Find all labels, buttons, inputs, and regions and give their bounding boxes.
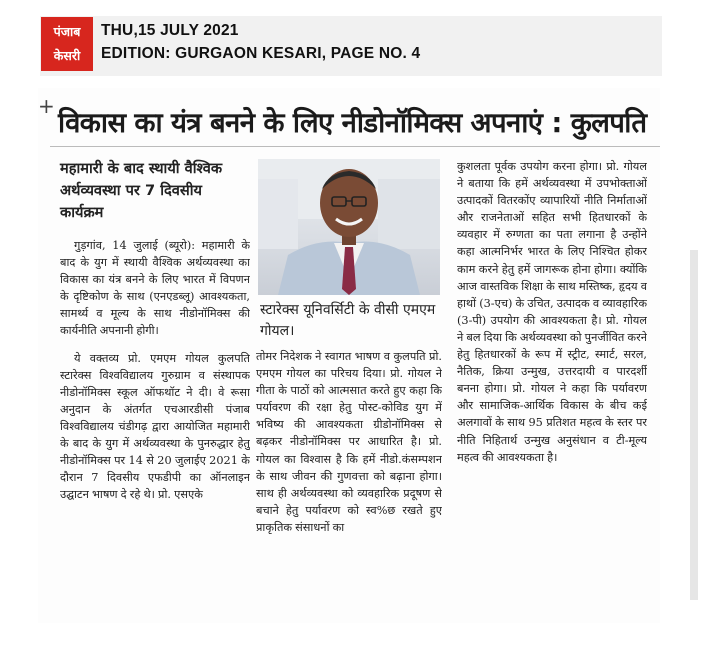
article-headline: विकास का यंत्र बनने के लिए नीडोनॉमिक्स अपनाएं : कुलपति <box>58 107 647 139</box>
column-3-paragraph-1: कुशलता पूर्वक उपयोग करना होगा। प्रो. गोयल ने बताया कि हमें अर्थव्यवस्था में उपभोक्ताओं उत्पादकों वितरकोंए व्यापारियों नीति निर्माताओं और राजनेताओं सहित सभी हितधारकों के व्यवहार में रुग्णता का पता लगाना है उन्होंने कहा आत्मनिर्भर भारत के लिए निश्चित होकर काम करने हेतु हमें जागरूक होना होगा। क्योंकि आज वास्तविक शिक्षा के साथ मस्तिष्क, हृदय व हाथों (3-एच) के उचित, उत्पादक व व्यावहारिक (3-पी) उपयोग की आवश्यकता है। प्रो. गोयल ने बल दिया कि अर्थव्यवस्था को पुनर्जीवित करने हेतु हितधारकों के रूप में स्ट्रीट, स्मार्ट, सरल, नैतिक, क्रिया उन्मुख, उत्तरदायी व पारदर्शी बनना होगा। प्रो. गोयल ने कहा कि पर्यावरण और सामाजिक-आर्थिक विकास के बीच कई अलगावों के साथ 95 प्रतिशत महत्व के स्तर पर नीति निहितार्थ उन्मुख अनुसंधान व टी-मूल्य महत्व की आवश्यकता है। <box>457 160 647 464</box>
logo-line-2: केसरी <box>53 48 81 63</box>
column-1-paragraph-1: गुड़गांव, 14 जुलाई (ब्यूरो): महामारी के बाद के युग में स्थायी वैश्विक अर्थव्यवस्था का विकास का यंत्र बनने के लिए भारत में विपणन के दृष्टिकोण के साथ (एनएडब्लू) आवश्यकता, सामर्थ्य व मूल्य के साथ नीडोनॉमिक्स की कार्यनीति अपनानी होगी। <box>60 239 250 338</box>
article-column-2 <box>256 348 442 606</box>
portrait-illustration <box>258 159 440 295</box>
logo-line-1: पंजाब <box>53 24 81 39</box>
crop-mark-icon: + <box>38 94 55 118</box>
article-subheadline: महामारी के बाद स्थायी वैश्विक अर्थव्यवस्था पर 7 दिवसीय कार्यक्रम <box>60 160 223 221</box>
article-column-3 <box>457 158 647 606</box>
publication-date: THU,15 JULY 2021 <box>101 22 239 39</box>
photo-caption: स्टारेक्स यूनिवर्सिटी के वीसी एमएम गोयल। <box>260 302 436 339</box>
article-column-1 <box>60 237 250 605</box>
column-2-paragraph-1: तोमर निदेशक ने स्वागत भाषण व कुलपति प्रो. एमएम गोयल का परिचय दिया। प्रो. गोयल ने गीता के पाठों को आत्मसात करते हुए कहा कि पर्यावरण की रक्षा हेतु पोस्ट-कोविड युग में भविष्य की आवश्यकता ग्रीडोनॉमिक्स से बढ़कर नीडोनॉमिक्स पर आधारित है। प्रो. गोयल का विश्वास है कि हमें नीडो.कंसम्पशन के साथ जीवन की गुणवत्ता को बढ़ाना होगा। साथ ही अर्थव्यवस्था को व्यवहारिक प्रदूषण से बचाने हेतु पर्यावरण को स्व%छ रखते हुए प्राकृतिक संसाधनों का <box>256 350 442 534</box>
punjab-kesari-logo <box>41 17 93 71</box>
column-1-paragraph-2: ये वक्तव्य प्रो. एमएम गोयल कुलपति स्टारेक्स विश्वविद्यालय गुरुग्राम व संस्थापक नीडोनॉमिक्स स्कूल ऑफथॉट ने दी। वे रूसा अनुदान के अंतर्गत एचआरडीसी पंजाब विश्वविद्यालय चंडीगढ़ द्वारा आयोजित महामारी के बाद के युग में अर्थव्यवस्था के पुनरुद्धार हेतु नीडोनॉमिक्स पर 14 से 20 जुलाईए 2021 के दौरान 7 दिवसीय एफडीपी का ऑनलाइन उद्घाटन भाषण दे रहे थे। प्रो. एसएके <box>60 351 250 502</box>
adjacent-clipping-edge <box>690 250 698 600</box>
headline-divider <box>50 146 660 147</box>
edition-info: EDITION: GURGAON KESARI, PAGE NO. 4 <box>101 45 421 62</box>
vc-portrait-photo <box>258 159 440 295</box>
